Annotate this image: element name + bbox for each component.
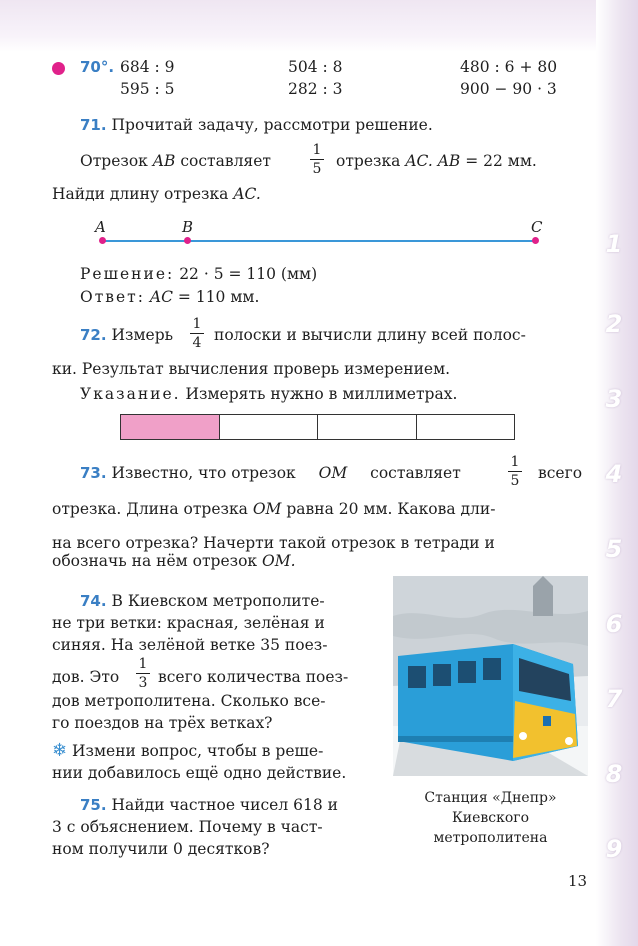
text: равна 20 мм. Какова дли- xyxy=(286,500,496,518)
denominator: 4 xyxy=(192,335,202,351)
point-label-b: B xyxy=(182,218,194,236)
numerator: 1 xyxy=(138,656,148,672)
side-number: 4 xyxy=(605,460,623,488)
photo-caption xyxy=(398,788,583,848)
denominator: 5 xyxy=(510,473,520,489)
answer-text: = 110 мм. xyxy=(177,288,260,306)
side-number: 1 xyxy=(605,230,623,258)
side-number: 5 xyxy=(605,535,623,563)
difficulty-dot-icon xyxy=(52,62,65,75)
point-a xyxy=(99,237,106,244)
expr: 480 : 6 + 80 xyxy=(460,58,558,76)
fraction xyxy=(508,454,522,489)
numerator: 1 xyxy=(192,316,202,332)
point-label-a: A xyxy=(95,218,106,236)
hint-text: Измерять нужно в миллиметрах. xyxy=(185,385,458,403)
ex74-star-line2: нии добавилось ещё одно действие. xyxy=(52,764,347,782)
exercise-71-task xyxy=(80,116,433,134)
segment-name: OM xyxy=(318,464,348,482)
point-label-c: C xyxy=(531,218,543,236)
caption-line: Станция «Днепр» xyxy=(424,790,557,806)
segment-name: AC xyxy=(149,288,173,306)
ex73-line3: на всего отрезка? Начерти такой отрезок в тетради и xyxy=(52,534,495,552)
ex73-line2 xyxy=(52,500,495,518)
hint-label: Указание. xyxy=(80,385,181,403)
exercise-73-number: 73. xyxy=(80,464,107,482)
ex74-line5: дов метрополитена. Сколько все- xyxy=(52,692,326,710)
solution-line xyxy=(80,265,317,283)
answer-label: Ответ: xyxy=(80,288,145,306)
snowflake-icon: ❄ xyxy=(52,740,68,761)
text: составляет xyxy=(370,464,461,482)
fraction xyxy=(136,656,150,691)
text: Отрезок xyxy=(80,152,148,170)
fraction xyxy=(310,142,324,177)
side-number: 6 xyxy=(605,610,623,638)
exercise-74-number: 74. xyxy=(80,592,107,610)
ex72-line1-right: полоски и вычисли длину всей полос- xyxy=(214,326,526,344)
segment-name: AB xyxy=(437,152,461,170)
segment-name: AC. xyxy=(233,185,261,203)
task-text: Прочитай задачу, рассмотри решение. xyxy=(111,116,433,134)
ex73-line4 xyxy=(52,552,296,570)
solution-text: 22 · 5 = 110 (мм) xyxy=(179,265,318,283)
ex75-line3: ном получили 0 десятков? xyxy=(52,840,270,858)
expr: 282 : 3 xyxy=(288,80,343,98)
caption-line: Киевского xyxy=(451,810,530,826)
answer-line xyxy=(80,288,259,306)
side-number: 3 xyxy=(605,385,623,413)
ex72-line1-left xyxy=(80,326,173,344)
point-c xyxy=(532,237,539,244)
segment-ac-line xyxy=(103,240,536,242)
fraction xyxy=(190,316,204,351)
measure-strip xyxy=(120,414,515,440)
strip-part xyxy=(220,415,319,439)
text: Найди частное чисел 618 и xyxy=(111,796,338,814)
denominator: 3 xyxy=(138,675,148,691)
numerator: 1 xyxy=(312,142,322,158)
expr: 684 : 9 xyxy=(120,58,175,76)
text: Измерь xyxy=(111,326,174,344)
point-b xyxy=(184,237,191,244)
exercise-71-number: 71. xyxy=(80,116,107,134)
ex74-line2: не три ветки: красная, зелёная и xyxy=(52,614,325,632)
ex74-line1 xyxy=(80,592,325,610)
expr: 595 : 5 xyxy=(120,80,175,98)
expr: 504 : 8 xyxy=(288,58,343,76)
segment-name: OM xyxy=(252,500,282,518)
ex74-line3: синяя. На зелёной ветке 35 поез- xyxy=(52,636,328,654)
strip-part xyxy=(417,415,515,439)
text: = 22 мм. xyxy=(465,152,537,170)
text: отрезка xyxy=(336,152,401,170)
strip-part-filled xyxy=(121,415,220,439)
ex74-line4-left: дов. Это xyxy=(52,668,120,686)
ex75-line2: 3 с объяснением. Почему в част- xyxy=(52,818,323,836)
side-number: 9 xyxy=(605,835,623,863)
denominator: 5 xyxy=(312,161,322,177)
expr: 900 − 90 · 3 xyxy=(460,80,557,98)
caption-line: метрополитена xyxy=(433,830,548,846)
exercise-70-number: 70°. xyxy=(80,58,115,76)
ex75-line1 xyxy=(80,796,338,814)
ex71-line1-left xyxy=(80,152,271,170)
ex74-star-line1 xyxy=(52,740,323,761)
ex71-line1-right xyxy=(336,152,537,170)
numerator: 1 xyxy=(510,454,520,470)
segment-name: OM. xyxy=(262,552,296,570)
side-number: 7 xyxy=(605,685,623,713)
text: Измени вопрос, чтобы в реше- xyxy=(72,742,324,760)
solution-label: Решение: xyxy=(80,265,175,283)
ex74-line6: го поездов на трёх ветках? xyxy=(52,714,273,732)
ex74-line4-right: всего количества поез- xyxy=(158,668,349,686)
ex73-line1-end: всего xyxy=(538,464,583,482)
segment-name: AB xyxy=(152,152,176,170)
text: Найди длину отрезка xyxy=(52,185,229,203)
exercise-75-number: 75. xyxy=(80,796,107,814)
page-number: 13 xyxy=(568,872,588,890)
text: обозначь на нём отрезок xyxy=(52,552,258,570)
segment-name: AC. xyxy=(405,152,433,170)
ex72-line2: ки. Результат вычисления проверь измерением. xyxy=(52,360,451,378)
text: В Киевском метрополите- xyxy=(111,592,325,610)
ex72-hint xyxy=(80,385,457,403)
text: Известно, что отрезок xyxy=(111,464,296,482)
metro-train-photo xyxy=(393,576,588,776)
top-band xyxy=(0,0,638,52)
strip-part xyxy=(318,415,417,439)
text: отрезка. Длина отрезка xyxy=(52,500,248,518)
side-number: 2 xyxy=(605,310,623,338)
ex73-line1-left xyxy=(80,464,461,482)
exercise-72-number: 72. xyxy=(80,326,107,344)
side-number: 8 xyxy=(605,760,623,788)
text: составляет xyxy=(180,152,271,170)
ex71-line2 xyxy=(52,185,261,203)
